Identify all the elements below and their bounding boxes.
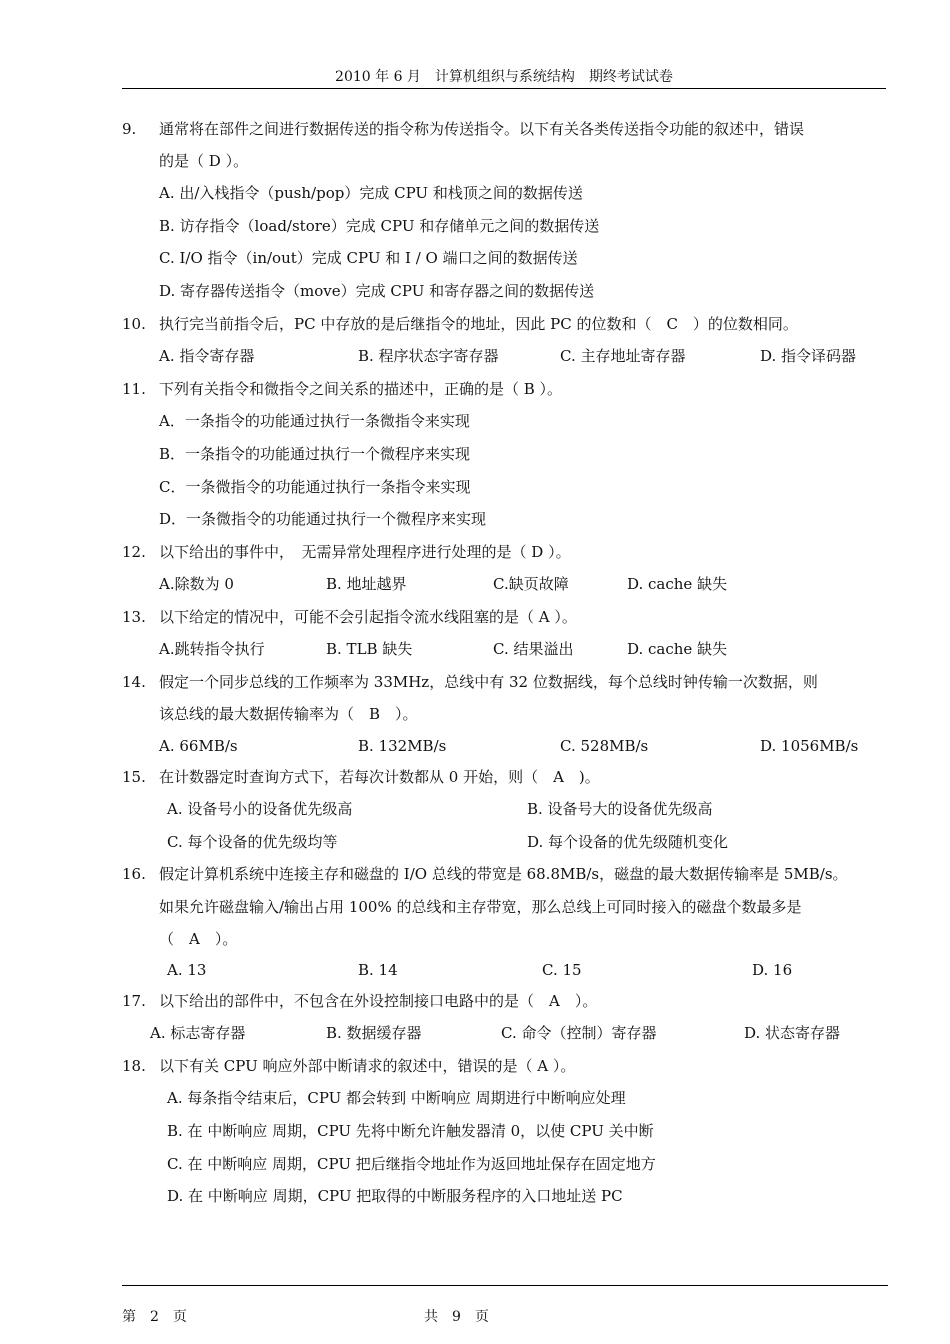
question-text: 以下给定的情况中，可能不会引起指令流水线阻塞的是（ A ）。 [159, 608, 577, 626]
question-text: 假定计算机系统中连接主存和磁盘的 I/O 总线的带宽是 68.8MB/s，磁盘的最大数据传输率是 5MB/s。 [159, 865, 848, 883]
question-number: 14. [122, 673, 146, 691]
question-text: 通常将在部件之间进行数据传送的指令称为传送指令。以下有关各类传送指令功能的叙述中，错误 [159, 120, 805, 138]
option-d: D. cache 缺失 [627, 575, 728, 593]
footer-divider [122, 1285, 888, 1286]
question-text: （ A ）。 [159, 930, 238, 948]
option-c: C. 每个设备的优先级均等 [167, 833, 338, 851]
option-d: D. 在 中断响应 周期，CPU 把取得的中断服务程序的入口地址送 PC [167, 1187, 623, 1205]
question-number: 9. [122, 120, 137, 138]
option-d: D. 1056MB/s [760, 737, 859, 755]
option-a: A. 每条指令结束后，CPU 都会转到 中断响应 周期进行中断响应处理 [167, 1089, 626, 1107]
option-b: B. 14 [358, 961, 398, 979]
question-text: 假定一个同步总线的工作频率为 33MHz，总线中有 32 位数据线，每个总线时钟传输一次数据，则 [159, 673, 818, 691]
question-text: 的是（ D ）。 [159, 152, 249, 170]
option-c: C. 命令（控制）寄存器 [501, 1024, 657, 1042]
question-number: 18. [122, 1057, 146, 1075]
question-text: 如果允许磁盘输入/输出占用 100% 的总线和主存带宽，那么总线上可同时接入的磁盘个数最多是 [159, 898, 802, 916]
option-a: A. 指令寄存器 [159, 347, 255, 365]
question-number: 16. [122, 865, 146, 883]
option-b: B. 数据缓存器 [326, 1024, 422, 1042]
option-a: A. 标志寄存器 [150, 1024, 246, 1042]
option-c: C．一条微指令的功能通过执行一条指令来实现 [159, 478, 471, 496]
question-number: 10. [122, 315, 146, 333]
option-d: D. 寄存器传送指令（move）完成 CPU 和寄存器之间的数据传送 [159, 282, 595, 300]
question-number: 13. [122, 608, 146, 626]
option-d: D. 状态寄存器 [744, 1024, 841, 1042]
option-c: C. 结果溢出 [493, 640, 574, 658]
question-text: 在计数器定时查询方式下，若每次计数都从 0 开始，则（ A )。 [159, 768, 600, 786]
option-d: D. 16 [752, 961, 793, 979]
option-a: A. 13 [167, 961, 207, 979]
question-text: 以下有关 CPU 响应外部中断请求的叙述中，错误的是（ A ）。 [159, 1057, 576, 1075]
page-header: 2010 年 6 月 计算机组织与系统结构 期终考试试卷 [335, 69, 673, 85]
option-c: C. 15 [542, 961, 582, 979]
option-a: A. 66MB/s [159, 737, 238, 755]
option-b: B. 程序状态字寄存器 [358, 347, 499, 365]
option-b: B．一条指令的功能通过执行一个微程序来实现 [159, 445, 471, 463]
option-d: D. cache 缺失 [627, 640, 728, 658]
option-c: C. 在 中断响应 周期，CPU 把后继指令地址作为返回地址保存在固定地方 [167, 1155, 656, 1173]
option-b: B. 在 中断响应 周期，CPU 先将中断允许触发器清 0，以使 CPU 关中断 [167, 1122, 654, 1140]
option-a: A. 出/入栈指令（push/pop）完成 CPU 和栈顶之间的数据传送 [159, 184, 583, 202]
option-c: C. 528MB/s [560, 737, 649, 755]
option-b: B. 设备号大的设备优先级高 [527, 800, 713, 818]
question-text: 以下给出的部件中，不包含在外设控制接口电路中的是（ A ）。 [159, 992, 598, 1010]
option-d: D．一条微指令的功能通过执行一个微程序来实现 [159, 510, 487, 528]
option-b: B. 地址越界 [326, 575, 407, 593]
page-number: 第 2 页 [122, 1309, 187, 1325]
question-text: 下列有关指令和微指令之间关系的描述中，正确的是（ B ）。 [159, 380, 563, 398]
question-number: 17. [122, 992, 146, 1010]
option-c: C. 主存地址寄存器 [560, 347, 686, 365]
header-divider [122, 88, 886, 89]
option-d: D. 每个设备的优先级随机变化 [527, 833, 729, 851]
question-text: 执行完当前指令后，PC 中存放的是后继指令的地址，因此 PC 的位数和（ C ）的位数相同。 [159, 315, 798, 333]
option-b: B. TLB 缺失 [326, 640, 413, 658]
option-c: C. I/O 指令（in/out）完成 CPU 和 I / O 端口之间的数据传送 [159, 249, 578, 267]
question-number: 15. [122, 768, 146, 786]
option-c: C.缺页故障 [493, 575, 569, 593]
question-number: 11. [122, 380, 146, 398]
question-text: 以下给出的事件中， 无需异常处理程序进行处理的是（ D ）。 [159, 543, 571, 561]
option-d: D. 指令译码器 [760, 347, 857, 365]
option-a: A．一条指令的功能通过执行一条微指令来实现 [159, 412, 470, 430]
option-a: A.除数为 0 [159, 575, 234, 593]
question-text: 该总线的最大数据传输率为（ B ）。 [159, 705, 418, 723]
option-b: B. 访存指令（load/store）完成 CPU 和存储单元之间的数据传送 [159, 217, 600, 235]
question-number: 12. [122, 543, 146, 561]
option-a: A.跳转指令执行 [159, 640, 265, 658]
option-b: B. 132MB/s [358, 737, 447, 755]
option-a: A. 设备号小的设备优先级高 [167, 800, 353, 818]
page-total: 共 9 页 [424, 1309, 489, 1325]
